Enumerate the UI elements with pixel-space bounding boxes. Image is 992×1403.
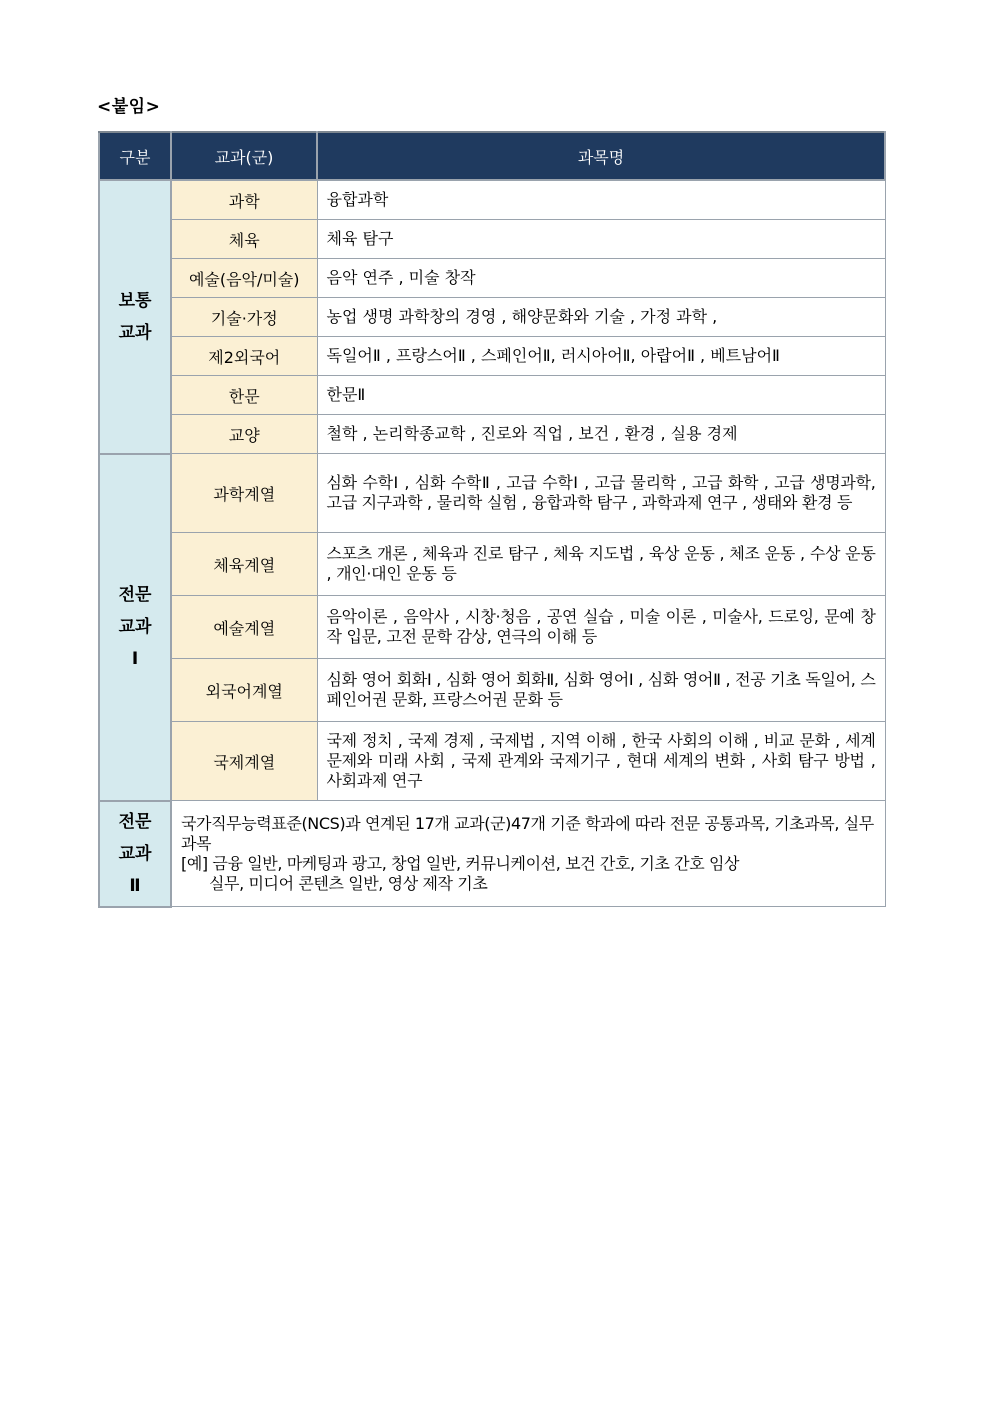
table-row xyxy=(99,337,885,376)
category-label: Ⅰ xyxy=(131,649,139,669)
courses-cell: 철학 , 논리학종교학 , 진로와 직업 , 보건 , 환경 , 실용 경제 xyxy=(317,415,885,454)
example-line-continued: 실무, 미디어 콘텐츠 일반, 영상 제작 기초 xyxy=(209,873,488,893)
courses-cell: 융합과학 xyxy=(317,180,885,220)
courses-cell: 음악 연주 , 미술 창작 xyxy=(317,259,885,298)
subject-cell: 한문 xyxy=(171,376,317,415)
category-label: 교과 xyxy=(118,617,152,637)
subject-cell: 과학계열 xyxy=(171,454,317,533)
subject-cell: 기술·가정 xyxy=(171,298,317,337)
category-label: 보통 xyxy=(118,290,152,311)
category-label: 전문 xyxy=(118,811,152,832)
table-row xyxy=(99,659,885,722)
category-label: 교과 xyxy=(118,843,152,864)
specialized-2-description xyxy=(171,801,885,907)
subject-cell: 예술계열 xyxy=(171,596,317,659)
subject-cell: 교양 xyxy=(171,415,317,454)
courses-cell: 국제 정치 , 국제 경제 , 국제법 , 지역 이해 , 한국 사회의 이해 , 비교 문화 , 세계 문제와 미래 사회 , 국제 관계와 국제기구 , 현대 세계의 변화 , 사회 탐구 방법 , 사회과제 연구 xyxy=(317,722,885,801)
subject-cell: 체육계열 xyxy=(171,533,317,596)
table-row xyxy=(99,259,885,298)
subject-cell: 국제계열 xyxy=(171,722,317,801)
category-specialized-1 xyxy=(99,454,171,801)
table-row xyxy=(99,415,885,454)
table-header-row xyxy=(99,132,885,180)
header-category: 구분 xyxy=(99,132,171,180)
courses-cell: 스포츠 개론 , 체육과 진로 탐구 , 체육 지도법 , 육상 운동 , 체조 운동 , 수상 운동 , 개인·대인 운동 등 xyxy=(317,533,885,596)
table-row xyxy=(99,722,885,801)
category-label: 교과 xyxy=(118,322,152,343)
category-specialized-2 xyxy=(99,801,171,907)
table-row xyxy=(99,298,885,337)
subject-cell: 체육 xyxy=(171,220,317,259)
table-row xyxy=(99,454,885,533)
courses-cell: 농업 생명 과학창의 경영 , 해양문화와 기술 , 가정 과학 , xyxy=(317,298,885,337)
category-label: Ⅱ xyxy=(129,875,141,896)
courses-cell: 독일어Ⅱ , 프랑스어Ⅱ , 스페인어Ⅱ, 러시아어Ⅱ, 아랍어Ⅱ , 베트남어Ⅱ xyxy=(317,337,885,376)
courses-cell: 음악이론 , 음악사 , 시창·청음 , 공연 실습 , 미술 이론 , 미술사, 드로잉, 문예 창작 입문, 고전 문학 감상, 연극의 이해 등 xyxy=(317,596,885,659)
subject-cell: 과학 xyxy=(171,180,317,220)
example-line: [예] 금융 일반, 마케팅과 광고, 창업 일반, 커뮤니케이션, 보건 간호, 기초 간호 임상 xyxy=(181,853,740,873)
category-general xyxy=(99,180,171,454)
courses-cell: 심화 영어 회화Ⅰ , 심화 영어 회화Ⅱ, 심화 영어Ⅰ , 심화 영어Ⅱ , 전공 기초 독일어, 스페인어권 문화, 프랑스어권 문화 등 xyxy=(317,659,885,722)
attachment-title: <붙임> xyxy=(97,97,161,117)
table-row xyxy=(99,596,885,659)
description-line: 국가직무능력표준(NCS)과 연계된 17개 교과(군)47개 기준 학과에 따라 전문 공통과목, 기초과목, 실무과목 xyxy=(181,813,874,853)
courses-cell: 심화 수학Ⅰ , 심화 수학Ⅱ , 고급 수학Ⅰ , 고급 물리학 , 고급 화학 , 고급 생명과학, 고급 지구과학 , 물리학 실험 , 융합과학 탐구 , 과학과제 연구 , 생태와 환경 등 xyxy=(317,454,885,533)
header-subject-group: 교과(군) xyxy=(171,132,317,180)
table-row xyxy=(99,801,885,907)
courses-cell: 체육 탐구 xyxy=(317,220,885,259)
table-row xyxy=(99,376,885,415)
header-course-name: 과목명 xyxy=(317,132,885,180)
subject-cell: 제2외국어 xyxy=(171,337,317,376)
curriculum-table xyxy=(98,131,886,908)
subject-cell: 외국어계열 xyxy=(171,659,317,722)
subject-cell: 예술(음악/미술) xyxy=(171,259,317,298)
courses-cell: 한문Ⅱ xyxy=(317,376,885,415)
table-row xyxy=(99,180,885,220)
category-label: 전문 xyxy=(118,585,152,605)
table-row xyxy=(99,533,885,596)
table-row xyxy=(99,220,885,259)
